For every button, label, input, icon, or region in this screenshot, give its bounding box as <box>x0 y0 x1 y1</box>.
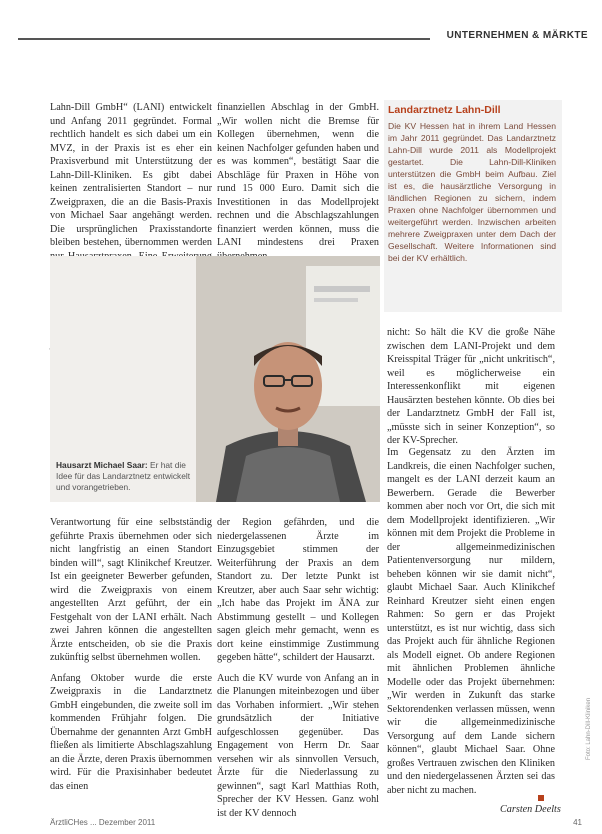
paragraph: Anfang Oktober wurde die erste Zweigpraxis in die Landarztnetz GmbH eingebunden, die zweite soll im kommenden Frühjahr folgen. Die Übernahme der genannten Arzt GmbH fließen als limitierte Abschlagszahlung an die Ärzte, deren Praxis übernommen wird. Für die Praxisinhaber bedeutet das einen <box>50 672 212 792</box>
author-signature: Carsten Deelts <box>500 804 561 815</box>
photo-caption <box>56 460 192 493</box>
paragraph: finanziellen Abschlag in der GmbH. „Wir wollen nicht die Bremse für Kollegen übernehmen, wenn die keinen Nachfolger gefunden haben und es was kommen“, bestätigt Saar die Abschläge für Praxen in Höhe von rund 15 000 Euro. Damit sich die Investitionen in das Modellprojekt rechnen und die Abschlagszahlungen finanziert werden können, muss die LANI mindestens drei Praxen <box>217 102 379 248</box>
column-3-bottom <box>387 326 555 448</box>
footer-publication: ÄrztliCHes ... Dezember 2011 <box>50 818 156 827</box>
portrait-figure-image <box>196 256 380 502</box>
page-number: 41 <box>573 818 582 827</box>
paragraph: Lahn-Dill GmbH“ (LANI) entwickelt und Anfang 2011 gegründet. Formal rechtlich handelt es sich dabei um ein MVZ, in der Praxis ist es eher ein Praxisverbund mit Unterstützung der Lahn-Dill-Kliniken. Es gibt dabei keinen zentralisierten Standort – nur Zweigpraxen, die an die Basis-Praxis von Michael Saar angehängt werden. Die ursprünglichen Praxisstandorte bleiben bestehen, übernommen werden <box>50 102 212 248</box>
paragraph: nicht: So hält die KV die große Nähe zwischen dem LANI-Projekt und dem Kreisspital Träger für „nicht unkritisch“, weil es möglicherweise ein Interessenkonflikt mit eigenen Hausärzten bestehen könnte. Ob dies bei der Landarztnetz GmbH der Fall ist, „müsste sich in seiner Konzeption“, so der KV-Sprecher. <box>387 327 555 446</box>
photo-caption-text: Er hat die Idee für das Landarztnetz entwickelt und vorangetrieben. <box>56 460 191 492</box>
paragraph: Auch die KV wurde von Anfang an in die Planungen miteinbezogen und über das Vorhaben informiert. „Wir stehen grundsätzlich der Initiative aufgeschlossen gegenüber. Das Engagement von Herrn Dr. Saar versehen wir als sinnvollen Versuch, Ärzte für die Niederlassung zu gewinnen“, sagt Karl Matthias Roth, Sprecher der KV Hessen. Ganz wohl ist der KV dennoch <box>217 672 379 819</box>
info-box-title: Landarztnetz Lahn-Dill <box>388 104 501 116</box>
paragraph: der Region gefährden, und die niedergelassenen Ärzte im Einzugsgebiet stimmen der Weiterführung der Praxis an dem Standort zu. Der letzte Punkt ist Kreutzer, aber auch Saar sehr wichtig: „Ich habe das Projekt im ÄNA zur Abstimmung gestellt – und Kollegen sagen gleich mehr gemacht, wenn es dort keine einstimmige Zustimmung gegeben hätte“, schildert der Hausarzt. <box>217 517 379 663</box>
section-label: UNTERNEHMEN & MÄRKTE <box>446 30 588 41</box>
column-2-bottom <box>217 516 379 820</box>
paragraph: Verantwortung für eine selbstständig geführte Praxis übernehmen oder sich nicht langfristig an einen Standort binden will“, sagt Klinikchef Kreutzer. Ist ein geeigneter Bewerber gefunden, wird die Zweigpraxis von einem angestellten Arzt geführt, der ein Festgehalt von der LANI erhält. Nach zwei Jahren können die angestellten Ärzte entscheiden, ob sie die Praxis zukünftig selbst übernehmen wollen. <box>50 517 212 663</box>
photo-credit: Foto: Lahn-Dill-Kliniken <box>586 697 592 760</box>
info-box-body: Die KV Hessen hat in ihrem Land Hessen im Jahr 2011 gegründet. Das Landarztnetz Lahn-Dill wurde 2011 als Modellprojekt gestartet. Die Lahn-Dill-Kliniken unterstützen die GmbH beim Aufbau. Ziel ist es, die hausärztliche Versorgung in ländlichen Regionen zu sichern, indem Praxen ohne Nachfolger übernommen und weitergeführt werden. Inzwischen arbeiten mehrere Zweigpraxen unter dem Dach der Gesellschaft. Weitere Informationen sind bei der KV erhältlich. <box>388 121 556 263</box>
paragraph: Im Gegensatz zu den Ärzten im Landkreis, die einen Nachfolger suchen, mangelt es der LANI derzeit kaum an Bewerbern. Gerade die Bewerber kommen aber noch vor Ort, die sich mit dem Modellprojekt identifizieren. „Wir können mit dem Projekt die Probleme in der allgemeinmedizinischen Patientenversorgung nur mildern, beheben können wir sie damit nicht“, glaubt Michael Saar. Auch Klinikchef Reinhard Kreutzer sieht einen engen Rahmen: So gern er das Projekt unterstützt, es ist nur wichtig, dass sich das Projekt auch für ähnliche Regionen als Modell eignet. Ob andere Regionen mit ähnlichen Problemen ähnliche Modelle oder das Projekt übernehmen: „Wir werden in Zukunft das starke Sektorendenken verlassen müssen, wenn wir die allgemeinmedizinische Versorgung auf dem Lande sichern können“, glaubt Michael Saar. Ohne großes Vertrauen zwischen den Kliniken und den niedergelassenen Ärzten sei das aber nicht zu machen. <box>387 447 555 796</box>
column-3-bottom-2 <box>387 446 555 797</box>
section-rule <box>18 38 430 40</box>
column-1-bottom <box>50 516 212 793</box>
info-box <box>384 100 562 312</box>
photo-caption-name: Hausarzt Michael Saar: <box>56 460 148 470</box>
article-end-mark <box>538 795 544 801</box>
